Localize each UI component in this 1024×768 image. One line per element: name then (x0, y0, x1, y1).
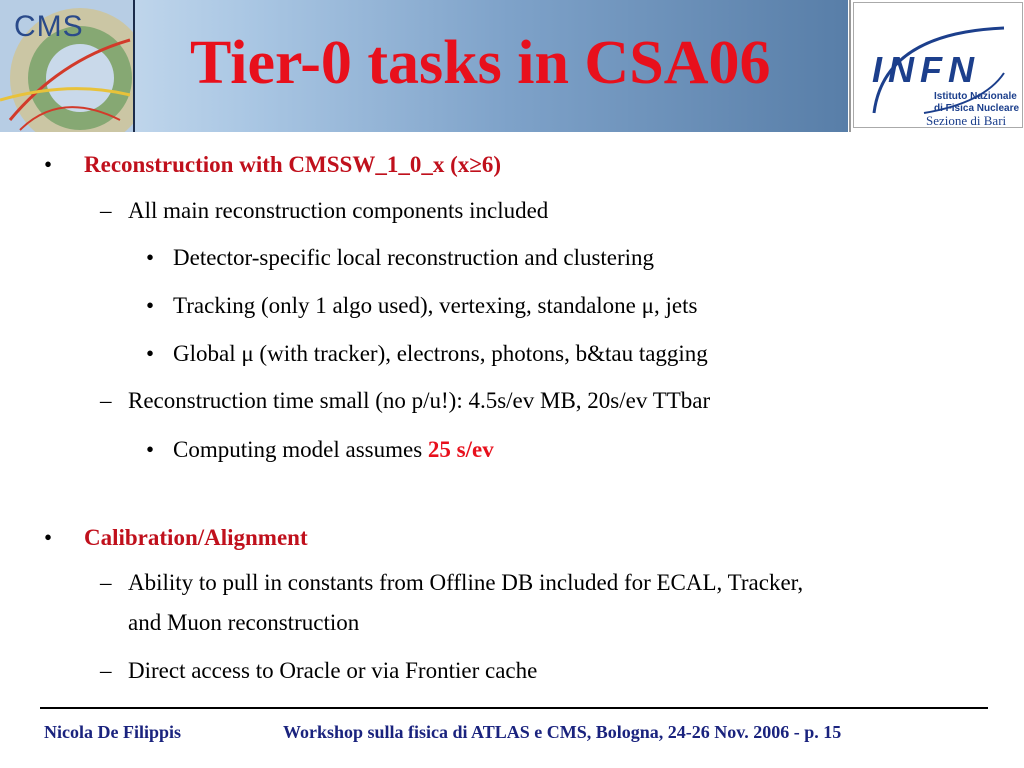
slide-header (0, 0, 1024, 132)
bullet-marker: • (44, 525, 53, 550)
dash-marker: – (100, 388, 112, 413)
section-heading-calibration: Calibration/Alignment (84, 525, 308, 550)
computing-model-text: Computing model assumes (173, 437, 428, 462)
section-heading-reconstruction: Reconstruction with CMSSW_1_0_x (x≥6) (84, 152, 502, 177)
dot-marker: • (146, 293, 155, 318)
infn-logo-line1: Istituto Nazionale (934, 91, 1017, 102)
sub-item-oracle: Direct access to Oracle or via Frontier cache (128, 658, 538, 683)
infn-logo-line2: di Fisica Nucleare (934, 103, 1020, 114)
sub-item-components: All main reconstruction components included (128, 198, 549, 223)
slide-title: Tier-0 tasks in CSA06 (190, 29, 771, 97)
infn-logo (849, 0, 1024, 132)
sub-item-reco-time: Reconstruction time small (no p/u!): 4.5s/ev MB, 20s/ev TTbar (128, 388, 711, 413)
footer-author: Nicola De Filippis (44, 722, 182, 742)
dot-marker: • (146, 341, 155, 366)
infn-logo-frame (853, 2, 1023, 128)
list-item-computing-model (173, 437, 494, 463)
dash-marker: – (100, 658, 112, 683)
footer-divider (40, 707, 988, 709)
footer-event: Workshop sulla fisica di ATLAS e CMS, Bologna, 24-26 Nov. 2006 - p. 15 (283, 722, 842, 742)
bullet-marker: • (44, 152, 53, 177)
sub-item-offline-db-cont: and Muon reconstruction (128, 610, 360, 635)
sub-item-offline-db: Ability to pull in constants from Offline DB included for ECAL, Tracker, (128, 570, 804, 595)
list-item-tracking: Tracking (only 1 algo used), vertexing, standalone μ, jets (173, 293, 698, 318)
dot-marker: • (146, 245, 155, 270)
cms-logo (0, 0, 135, 132)
infn-logo-line3: Sezione di Bari (926, 113, 1007, 128)
highlight-value: 25 s/ev (427, 437, 494, 462)
dash-marker: – (100, 570, 112, 595)
infn-logo-letters: INFN (872, 49, 980, 90)
cms-logo-text: CMS (14, 10, 84, 43)
list-item-local-reco: Detector-specific local reconstruction and clustering (173, 245, 655, 270)
dot-marker: • (146, 437, 155, 462)
dash-marker: – (100, 198, 112, 223)
list-item-global: Global μ (with tracker), electrons, photons, b&tau tagging (173, 341, 708, 366)
